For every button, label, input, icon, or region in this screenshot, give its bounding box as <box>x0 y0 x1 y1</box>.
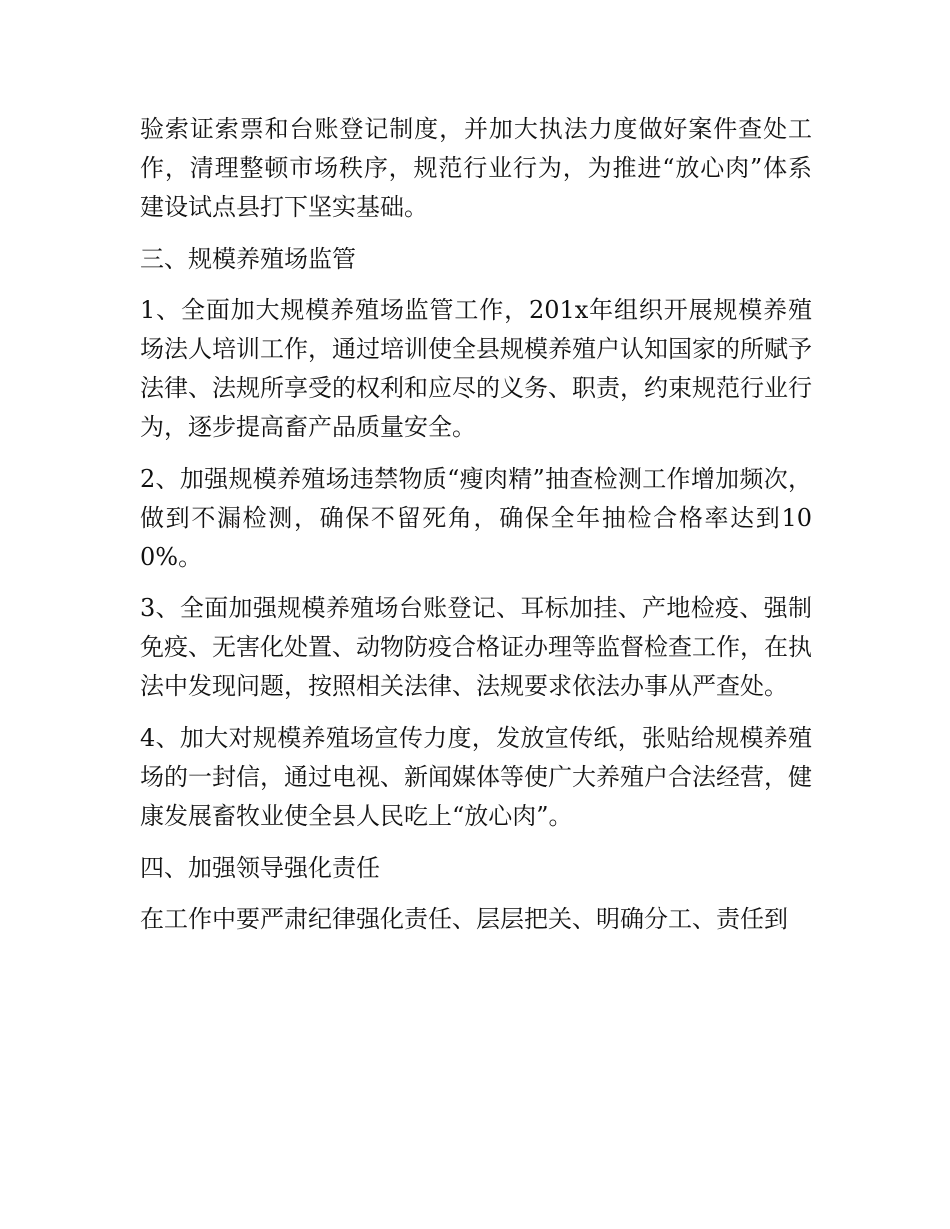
section-heading-3: 三、规模养殖场监管 <box>140 244 356 273</box>
paragraph-item-1: 1、全面加大规模养殖场监管工作，201x年组织开展规模养殖场法人培训工作，通过培训使全县规模养殖户认知国家的所赋予法律、法规所享受的权利和应尽的义务、职责，约束规范行业行为，逐步提高畜产品质量安全。 <box>140 296 812 442</box>
paragraph-intro: 验索证索票和台账登记制度，并加大执法力度做好案件查处工作，清理整顿市场秩序，规范行业行为，为推进“放心肉”体系建设试点县打下坚实基础。 <box>140 115 812 221</box>
document-page <box>140 110 812 952</box>
section-heading-4: 四、加强领导强化责任 <box>140 853 380 882</box>
paragraph-item-4: 4、加大对规模养殖场宣传力度，发放宣传纸，张贴给规模养殖场的一封信，通过电视、新闻媒体等使广大养殖户合法经营，健康发展畜牧业使全县人民吃上“放心肉”。 <box>140 723 812 830</box>
paragraph-responsibility: 在工作中要严肃纪律强化责任、层层把关、明确分工、责任到 <box>140 905 788 934</box>
paragraph-item-2: 2、加强规模养殖场违禁物质“瘦肉精”抽查检测工作增加频次，做到不漏检测，确保不留死角，确保全年抽检合格率达到100%。 <box>140 464 812 571</box>
paragraph-item-3: 3、全面加强规模养殖场台账登记、耳标加挂、产地检疫、强制免疫、无害化处置、动物防疫合格证办理等监督检查工作，在执法中发现问题，按照相关法律、法规要求依法办事从严查处。 <box>140 594 812 701</box>
